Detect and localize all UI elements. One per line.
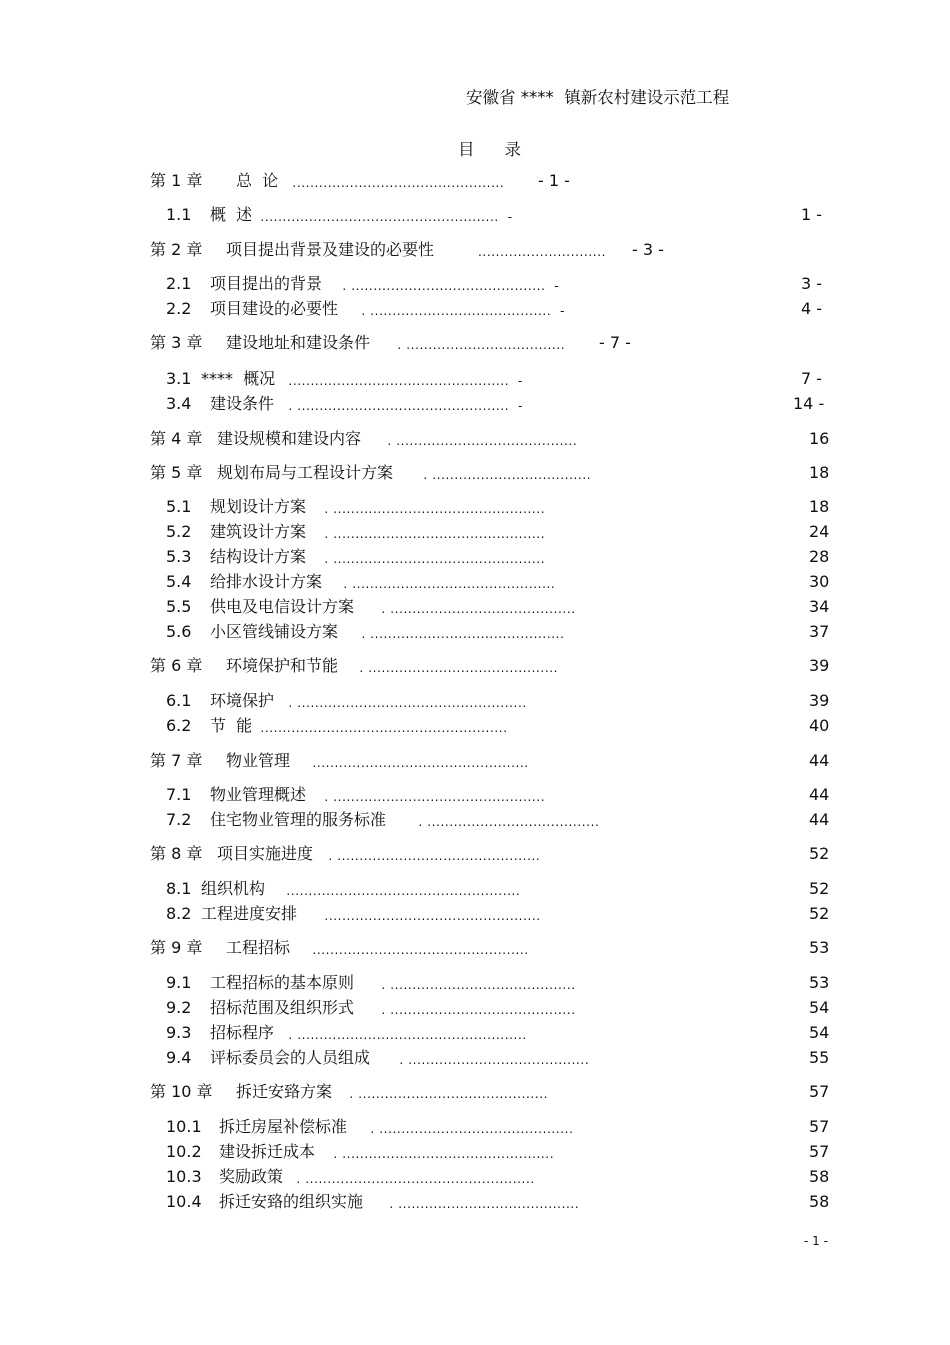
toc-entry-number: 第 1 章 [150, 171, 203, 190]
toc-entry-page-number: 44 [809, 751, 830, 770]
toc-entry-page-number: 39 [809, 691, 830, 710]
toc-entry-title: 建设条件 [210, 394, 275, 413]
toc-entry-dot-leader: . ............................................ [357, 627, 565, 641]
toc-entry-dot-leader: . ......................................... [395, 1053, 590, 1067]
toc-entry-title: 建设拆迁成本 [219, 1142, 316, 1161]
toc-entry-number: 10.2 [166, 1142, 202, 1161]
toc-entry-page-number: 18 [809, 497, 830, 516]
toc-section-entry [0, 784, 950, 806]
toc-chapter-entry [0, 170, 950, 192]
toc-entry-title: 拆迁安臵的组织实施 [219, 1192, 364, 1211]
toc-entry-page-number: 52 [809, 904, 830, 923]
toc-entry-page-number: 28 [809, 547, 830, 566]
toc-section-entry [0, 621, 950, 643]
toc-entry-title: 招标程序 [210, 1023, 275, 1042]
toc-entry-number: 第 6 章 [150, 656, 203, 675]
toc-entry-number: 9.4 [166, 1048, 192, 1067]
toc-section-entry [0, 1116, 950, 1138]
toc-section-entry [0, 298, 950, 320]
toc-entry-number: 第 5 章 [150, 463, 203, 482]
toc-section-entry [0, 1022, 950, 1044]
toc-entry-number: 10.3 [166, 1167, 202, 1186]
toc-section-entry [0, 596, 950, 618]
toc-entry-dot-leader: . .......................................... [377, 602, 576, 616]
toc-entry-title: 招标范围及组织形式 [210, 998, 355, 1017]
toc-entry-dot-leader: . .............................................. [324, 849, 541, 863]
toc-entry-title: 项目提出的背景 [210, 274, 323, 293]
toc-entry-dot-leader: ...................................................... - [256, 210, 513, 224]
toc-chapter-entry [0, 462, 950, 484]
toc-entry-dot-leader: . .................................................... [292, 1172, 535, 1186]
toc-entry-page-number: 52 [809, 844, 830, 863]
toc-entry-number: 1.1 [166, 205, 192, 224]
toc-entry-dot-leader: . ................................................ - [284, 399, 523, 413]
toc-entry-title: 工程招标的基本原则 [210, 973, 355, 992]
toc-entry-page-number: 40 [809, 716, 830, 735]
toc-entry-number: 7.1 [166, 785, 192, 804]
toc-entry-title: 奖励政策 [219, 1167, 284, 1186]
toc-entry-number: 第 3 章 [150, 333, 203, 352]
toc-entry-title: 节 能 [210, 716, 253, 735]
toc-chapter-entry [0, 332, 950, 354]
toc-entry-dot-leader: . .................................... [419, 468, 592, 482]
toc-entry-title: 供电及电信设计方案 [210, 597, 355, 616]
toc-entry-page-number: 55 [809, 1048, 830, 1067]
toc-entry-title: 建设地址和建设条件 [226, 333, 371, 352]
toc-entry-dot-leader: ................................................. [308, 756, 529, 770]
toc-chapter-entry [0, 428, 950, 450]
toc-entry-title: 项目建设的必要性 [210, 299, 339, 318]
toc-entry-page-number: - 1 - [538, 171, 570, 190]
toc-entry-number: 第 10 章 [150, 1082, 213, 1101]
toc-entry-page-number: 57 [809, 1117, 830, 1136]
toc-entry-number: 6.1 [166, 691, 192, 710]
toc-heading-char-2: 录 [504, 140, 521, 159]
toc-entry-title: 给排水设计方案 [210, 572, 323, 591]
toc-entry-title: 结构设计方案 [210, 547, 307, 566]
toc-entry-dot-leader: . ................................................ [320, 552, 546, 566]
toc-entry-number: 10.1 [166, 1117, 202, 1136]
toc-entry-title: 环境保护 [210, 691, 275, 710]
toc-entry-title: 拆迁安臵方案 [236, 1082, 333, 1101]
toc-entry-dot-leader: . ................................................ [329, 1147, 555, 1161]
toc-entry-number: 9.3 [166, 1023, 192, 1042]
toc-chapter-entry [0, 239, 950, 261]
toc-entry-number: 5.5 [166, 597, 192, 616]
toc-entry-dot-leader: ........................................................ [256, 721, 508, 735]
toc-chapter-entry [0, 655, 950, 677]
toc-entry-number: 7.2 [166, 810, 192, 829]
toc-entry-title: 物业管理 [226, 751, 291, 770]
toc-entry-page-number: 24 [809, 522, 830, 541]
toc-entry-title: 项目实施进度 [217, 844, 314, 863]
toc-section-entry [0, 715, 950, 737]
toc-entry-dot-leader: . ......................................... - [357, 304, 565, 318]
toc-section-entry [0, 997, 950, 1019]
toc-entry-page-number: 16 [809, 429, 830, 448]
toc-entry-page-number: - 7 - [599, 333, 631, 352]
toc-entry-title: 项目提出背景及建设的必要性 [226, 240, 435, 259]
toc-entry-page-number: 44 [809, 810, 830, 829]
toc-section-entry [0, 1166, 950, 1188]
toc-entry-page-number: 53 [809, 973, 830, 992]
toc-entry-dot-leader: . ............................................ - [338, 279, 560, 293]
toc-entry-page-number: 53 [809, 938, 830, 957]
toc-entry-number: 5.3 [166, 547, 192, 566]
toc-entry-title: 建筑设计方案 [210, 522, 307, 541]
toc-heading [458, 136, 521, 160]
toc-section-entry [0, 571, 950, 593]
toc-entry-dot-leader: . ........................................... [355, 661, 559, 675]
toc-entry-number: 第 8 章 [150, 844, 203, 863]
toc-entry-number: 5.2 [166, 522, 192, 541]
toc-section-entry [0, 878, 950, 900]
toc-entry-number: 第 4 章 [150, 429, 203, 448]
toc-entry-dot-leader: . .......................................... [377, 978, 576, 992]
toc-entry-number: 第 2 章 [150, 240, 203, 259]
toc-entry-title: 工程招标 [226, 938, 291, 957]
toc-entry-title: 环境保护和节能 [226, 656, 339, 675]
toc-entry-title: 小区管线铺设方案 [210, 622, 339, 641]
toc-entry-number: 9.1 [166, 973, 192, 992]
toc-entry-dot-leader: . ....................................... [414, 815, 600, 829]
toc-entry-dot-leader: . ............................................ [366, 1122, 574, 1136]
toc-entry-dot-leader: . ........................................... [345, 1087, 549, 1101]
toc-entry-title: 总 论 [236, 171, 279, 190]
toc-entry-page-number: - 3 - [632, 240, 664, 259]
toc-entry-page-number: 4 - [801, 299, 823, 318]
toc-entry-title: 概 述 [210, 205, 253, 224]
toc-entry-page-number: 30 [809, 572, 830, 591]
toc-section-entry [0, 903, 950, 925]
toc-entry-page-number: 34 [809, 597, 830, 616]
toc-entry-number: 10.4 [166, 1192, 202, 1211]
toc-entry-page-number: 54 [809, 998, 830, 1017]
toc-entry-dot-leader: . ......................................... [385, 1197, 580, 1211]
toc-section-entry [0, 546, 950, 568]
toc-entry-dot-leader: ................................................ [288, 176, 505, 190]
toc-entry-dot-leader: . .............................................. [339, 577, 556, 591]
toc-entry-page-number: 1 - [801, 205, 823, 224]
toc-entry-title: 规划布局与工程设计方案 [217, 463, 394, 482]
toc-entry-number: 5.6 [166, 622, 192, 641]
toc-section-entry [0, 1141, 950, 1163]
toc-entry-title: 物业管理概述 [210, 785, 307, 804]
toc-entry-dot-leader: . ................................................ [320, 502, 546, 516]
toc-entry-page-number: 3 - [801, 274, 823, 293]
toc-entry-page-number: 37 [809, 622, 830, 641]
toc-section-entry [0, 204, 950, 226]
toc-entry-title: **** 概况 [201, 369, 276, 388]
document-header: 安徽省 **** 镇新农村建设示范工程 [466, 88, 730, 107]
toc-section-entry [0, 496, 950, 518]
toc-entry-number: 第 7 章 [150, 751, 203, 770]
toc-section-entry [0, 1047, 950, 1069]
toc-section-entry [0, 690, 950, 712]
toc-entry-page-number: 58 [809, 1192, 830, 1211]
toc-entry-page-number: 58 [809, 1167, 830, 1186]
toc-heading-char-1: 目 [458, 140, 475, 159]
toc-chapter-entry [0, 1081, 950, 1103]
toc-entry-dot-leader: .................................................. - [284, 374, 523, 388]
toc-entry-title: 组织机构 [201, 879, 266, 898]
toc-entry-number: 3.1 [166, 369, 192, 388]
toc-section-entry [0, 393, 950, 415]
toc-entry-page-number: 7 - [801, 369, 823, 388]
toc-entry-number: 5.1 [166, 497, 192, 516]
toc-entry-page-number: 39 [809, 656, 830, 675]
toc-entry-page-number: 14 - [793, 394, 825, 413]
page-number-footer: - 1 - [804, 1234, 828, 1248]
toc-section-entry [0, 368, 950, 390]
toc-entry-number: 第 9 章 [150, 938, 203, 957]
toc-entry-page-number: 18 [809, 463, 830, 482]
toc-entry-number: 2.1 [166, 274, 192, 293]
toc-section-entry [0, 809, 950, 831]
toc-entry-number: 8.1 [166, 879, 192, 898]
toc-entry-title: 工程进度安排 [201, 904, 298, 923]
toc-entry-dot-leader: . .................................... [393, 338, 566, 352]
toc-entry-number: 3.4 [166, 394, 192, 413]
toc-entry-dot-leader: . ......................................... [383, 434, 578, 448]
toc-entry-dot-leader: ..................................................... [282, 884, 521, 898]
toc-entry-page-number: 54 [809, 1023, 830, 1042]
toc-entry-page-number: 52 [809, 879, 830, 898]
toc-entry-number: 6.2 [166, 716, 192, 735]
toc-entry-page-number: 57 [809, 1082, 830, 1101]
toc-entry-dot-leader: ............................. [478, 245, 607, 259]
toc-entry-title: 评标委员会的人员组成 [210, 1048, 371, 1067]
toc-entry-dot-leader: . ................................................ [320, 527, 546, 541]
toc-chapter-entry [0, 750, 950, 772]
toc-section-entry [0, 273, 950, 295]
toc-section-entry [0, 521, 950, 543]
toc-chapter-entry [0, 937, 950, 959]
toc-entry-dot-leader: . .................................................... [284, 1028, 527, 1042]
toc-entry-dot-leader: . ................................................ [320, 790, 546, 804]
toc-entry-title: 住宅物业管理的服务标准 [210, 810, 387, 829]
toc-section-entry [0, 972, 950, 994]
toc-entry-title: 建设规模和建设内容 [217, 429, 362, 448]
toc-entry-number: 5.4 [166, 572, 192, 591]
toc-entry-dot-leader: . .................................................... [284, 696, 527, 710]
toc-section-entry [0, 1191, 950, 1213]
toc-entry-number: 8.2 [166, 904, 192, 923]
toc-entry-title: 规划设计方案 [210, 497, 307, 516]
toc-entry-number: 9.2 [166, 998, 192, 1017]
toc-chapter-entry [0, 843, 950, 865]
toc-entry-page-number: 57 [809, 1142, 830, 1161]
toc-entry-page-number: 44 [809, 785, 830, 804]
toc-entry-title: 拆迁房屋补偿标准 [219, 1117, 348, 1136]
toc-entry-dot-leader: . .......................................... [377, 1003, 576, 1017]
toc-entry-dot-leader: ................................................. [320, 909, 541, 923]
toc-entry-number: 2.2 [166, 299, 192, 318]
toc-entry-dot-leader: ................................................. [308, 943, 529, 957]
